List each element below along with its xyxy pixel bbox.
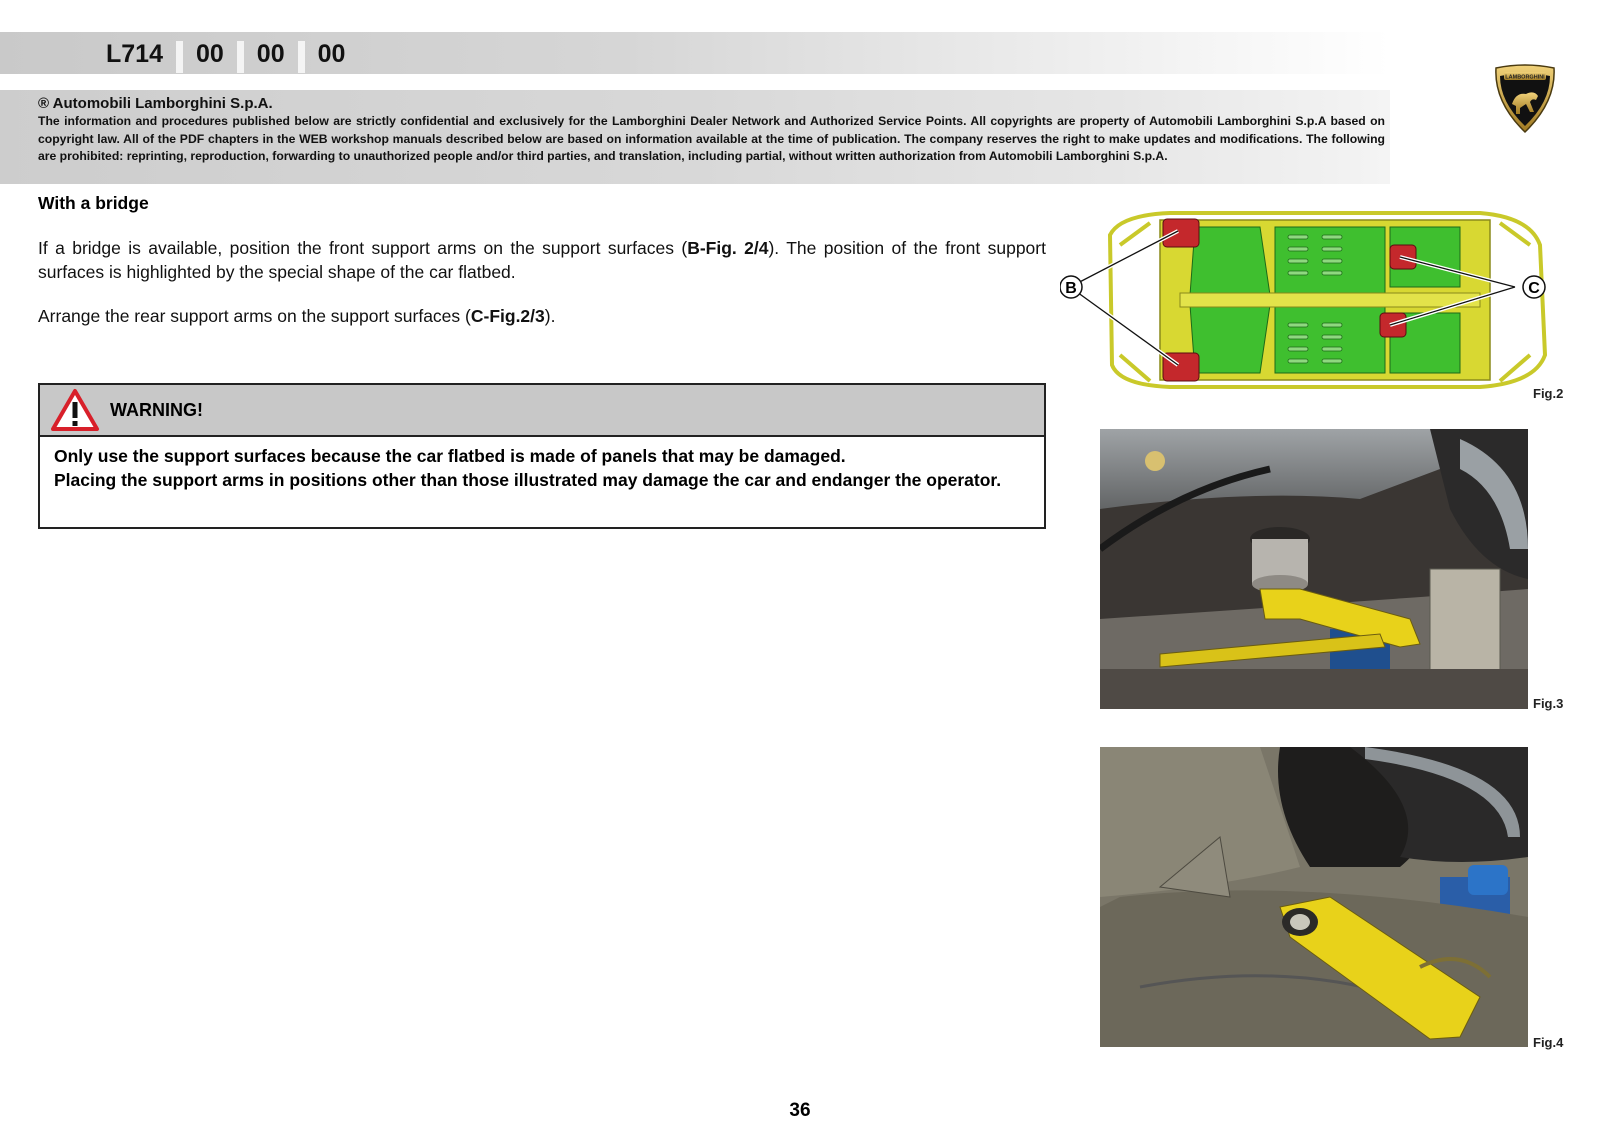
warning-body [40, 437, 1044, 492]
figure-reference: B-Fig. 2/4 [687, 238, 769, 258]
figure-label: Fig.4 [1533, 1035, 1564, 1050]
warning-title: WARNING! [110, 399, 203, 420]
figure-label: Fig.3 [1533, 696, 1564, 711]
paragraph-text: Arrange the rear support arms on the support surfaces ( [38, 306, 471, 326]
warning-line: Placing the support arms in positions other than those illustrated may damage the car and endanger the operator. [54, 469, 1002, 490]
warning-header [40, 385, 1044, 437]
svg-text:B: B [1065, 280, 1077, 297]
code-separator [237, 41, 244, 73]
paragraph-text: If a bridge is available, position the front support arms on the support surfaces ( [38, 238, 688, 258]
photo-rear-support-arm [1100, 429, 1528, 709]
callout-c [1523, 276, 1545, 298]
code-group-2: 00 [256, 40, 285, 68]
warning-box [38, 383, 1046, 529]
photo-front-support-arm [1100, 747, 1528, 1047]
code-model: L714 [106, 40, 163, 68]
section-title: With a bridge [38, 193, 149, 213]
paragraph-text: ). [544, 306, 556, 326]
code-separator [176, 41, 183, 73]
warning-line: Only use the support surfaces because the car flatbed is made of panels that may be damaged. [54, 446, 846, 466]
callout-b [1060, 276, 1082, 298]
document-code [96, 36, 355, 72]
code-separator [298, 41, 305, 73]
svg-text:C: C [1528, 280, 1540, 297]
svg-text:LAMBORGHINI: LAMBORGHINI [1505, 74, 1545, 81]
code-group-1: 00 [195, 40, 224, 68]
underbody-diagram [1060, 205, 1560, 400]
paragraph-front-arms [38, 237, 1046, 284]
code-group-3: 00 [317, 40, 346, 68]
figure-reference: C-Fig.2/3 [470, 306, 545, 326]
paragraph-rear-arms [38, 305, 1046, 329]
lamborghini-logo-icon [1490, 62, 1560, 134]
paragraph-text: ). The position of the front support surfaces is highlighted by the special shape of the car flatbed. [38, 238, 1046, 282]
copyright-title: ® Automobili Lamborghini S.p.A. [38, 95, 273, 112]
figure-label: Fig.2 [1533, 386, 1564, 401]
page-number: 36 [789, 1100, 811, 1121]
warning-triangle-icon [50, 388, 100, 432]
copyright-notice: The information and procedures published below are strictly confidential and exclusively for the Lamborghini Dealer Network and Authorized Service Points. All copyrights are property of Automobili Lamborghini S.p.A based on copyright law. All of the PDF chapters in the WEB workshop manuals described below are based on information available at the time of publication. The company reserves the right to make updates and modifications. The following are prohibited: reprinting, reproduction, forwarding to unauthorized people and/or third parties, and translation, including partial, without written authorization from Automobili Lamborghini S.p.A. [38, 114, 1385, 163]
